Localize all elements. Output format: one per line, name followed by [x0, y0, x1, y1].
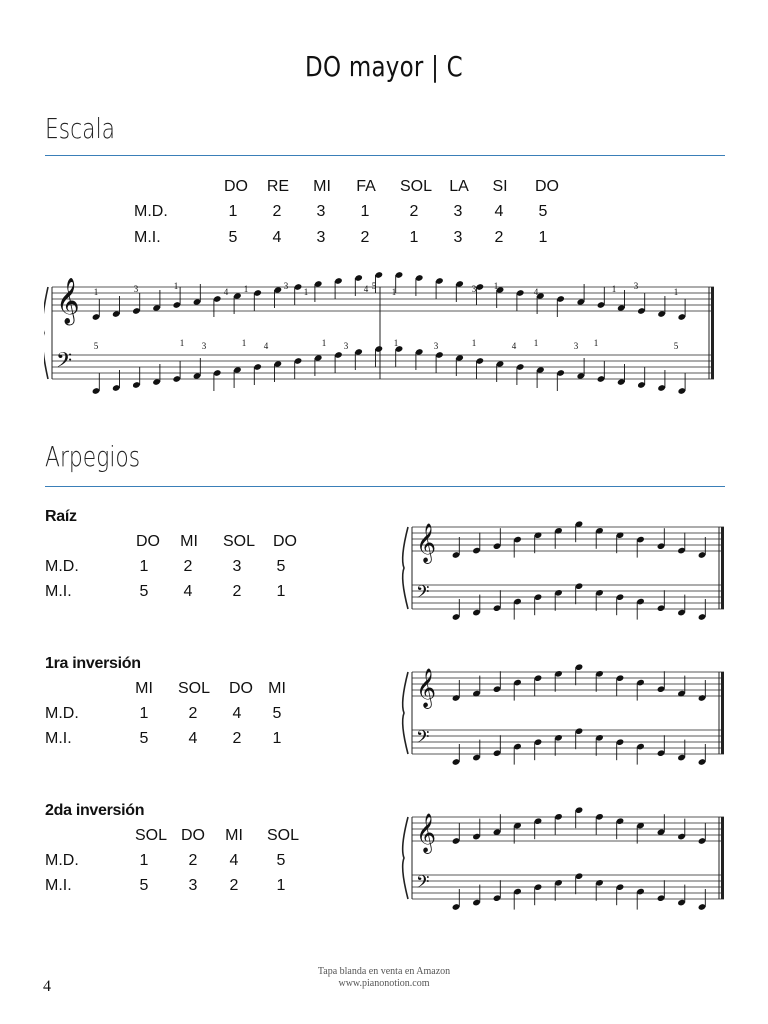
- treble-clef: 𝄞: [416, 523, 437, 563]
- row-label-md: M.D.: [45, 558, 79, 575]
- finger-value: 5: [139, 730, 149, 747]
- footer-line-amazon: Tapa blanda en venta en Amazon: [317, 966, 451, 977]
- fingering-number: 1: [93, 287, 99, 297]
- note-label: MI: [225, 827, 243, 844]
- fingering-number: 3: [471, 284, 477, 294]
- note-label: DO: [181, 827, 205, 844]
- fingering-number: 1: [593, 338, 599, 348]
- note-label: SOL: [177, 680, 210, 697]
- finger-value: 3: [188, 877, 198, 894]
- finger-value: 3: [232, 558, 242, 575]
- finger-value: 4: [494, 203, 504, 220]
- note-label: MI: [135, 680, 153, 697]
- footer-link-website[interactable]: www.pianonotion.com: [338, 978, 430, 989]
- section-divider: [45, 486, 725, 487]
- finger-value: 2: [272, 203, 282, 220]
- note-label: SOL: [134, 827, 167, 844]
- brace: [403, 527, 408, 609]
- finger-value: 3: [316, 203, 326, 220]
- note-label: SOL: [266, 827, 299, 844]
- finger-value: 2: [229, 877, 239, 894]
- finger-value: 1: [139, 705, 149, 722]
- finger-value: 1: [139, 852, 149, 869]
- fingering-number: 5: [93, 341, 99, 351]
- fingering-number: 1: [673, 287, 679, 297]
- fingering-number: 1: [243, 284, 249, 294]
- brace: [44, 287, 48, 379]
- finger-value: 1: [360, 203, 370, 220]
- finger-value: 2: [232, 583, 242, 600]
- finger-value: 4: [272, 229, 282, 246]
- note-label: SOL: [399, 178, 432, 195]
- note-label: MI: [268, 680, 286, 697]
- fingering-number: 4: [263, 341, 269, 351]
- finger-value: 5: [276, 558, 286, 575]
- row-label-mi: M.I.: [45, 583, 72, 600]
- fingering-number: 1: [533, 338, 539, 348]
- fingering-number: 1: [179, 338, 185, 348]
- finger-value: 5: [139, 877, 149, 894]
- treble-clef: 𝄞: [416, 668, 437, 708]
- brace: [403, 672, 408, 754]
- note-label: MI: [313, 178, 331, 195]
- finger-value: 3: [453, 229, 463, 246]
- fingering-number: 1: [241, 338, 247, 348]
- fingering-number: 1: [303, 287, 309, 297]
- treble-clef: 𝄞: [56, 278, 80, 324]
- finger-value: 5: [538, 203, 548, 220]
- fingering-number: 4: [533, 287, 539, 297]
- fingering-number: 1: [471, 338, 477, 348]
- arpeggio-title: 1ra inversión: [45, 655, 141, 672]
- scale-notes: [92, 271, 686, 395]
- arpeggio-title: Raíz: [45, 508, 77, 525]
- fingering-number: 5: [371, 281, 377, 291]
- scale-fingerings: [94, 281, 679, 351]
- note-label: SI: [492, 178, 508, 195]
- section-heading-escala: Escala: [45, 112, 116, 145]
- note-label: LA: [449, 178, 469, 195]
- section-heading-arpegios: Arpegios: [45, 440, 141, 473]
- note-label: DO: [224, 178, 248, 195]
- fingering-number: 3: [433, 341, 439, 351]
- note-label: FA: [356, 178, 376, 195]
- finger-value: 4: [188, 730, 198, 747]
- note-label: SOL: [222, 533, 255, 550]
- fingering-number: 3: [283, 281, 289, 291]
- section-divider: [45, 155, 725, 156]
- page-title: DO mayor | C: [305, 50, 463, 83]
- note-label: RE: [266, 178, 290, 195]
- finger-value: 1: [538, 229, 548, 246]
- arpeggio-title: 2da inversión: [45, 802, 145, 819]
- finger-value: 1: [139, 558, 149, 575]
- finger-value: 1: [228, 203, 238, 220]
- finger-value: 5: [228, 229, 238, 246]
- row-label-mi: M.I.: [134, 229, 161, 246]
- fingering-number: 1: [173, 281, 179, 291]
- finger-value: 2: [409, 203, 419, 220]
- finger-value: 1: [276, 877, 286, 894]
- fingering-number: 1: [611, 284, 617, 294]
- finger-value: 4: [229, 852, 239, 869]
- fingering-number: 1: [391, 287, 397, 297]
- fingering-number: 3: [133, 284, 139, 294]
- fingering-number: 1: [493, 281, 499, 291]
- fingering-number: 1: [321, 338, 327, 348]
- row-label-mi: M.I.: [45, 877, 72, 894]
- arpeggio-raiz-notation: [398, 505, 728, 640]
- row-label-md: M.D.: [45, 705, 79, 722]
- fingering-number: 3: [633, 281, 639, 291]
- finger-value: 5: [139, 583, 149, 600]
- note-label: DO: [136, 533, 160, 550]
- fingering-number: 5: [673, 341, 679, 351]
- brace: [403, 817, 408, 899]
- finger-value: 1: [272, 730, 282, 747]
- note-label: MI: [180, 533, 198, 550]
- finger-value: 4: [232, 705, 242, 722]
- footer: [0, 966, 768, 990]
- fingering-number: 4: [363, 284, 369, 294]
- fingering-number: 3: [573, 341, 579, 351]
- bass-clef: 𝄢: [416, 726, 430, 751]
- finger-value: 3: [316, 229, 326, 246]
- arpeggio-1ra-inversion-notation: [398, 650, 728, 780]
- row-label-md: M.D.: [134, 203, 168, 220]
- fingering-number: 4: [223, 287, 229, 297]
- note-label: DO: [273, 533, 297, 550]
- finger-value: 3: [453, 203, 463, 220]
- bass-clef: 𝄢: [416, 871, 430, 896]
- treble-clef: 𝄞: [416, 813, 437, 853]
- fingering-number: 1: [393, 338, 399, 348]
- note-label: DO: [229, 680, 253, 697]
- finger-value: 2: [188, 852, 198, 869]
- finger-value: 2: [232, 730, 242, 747]
- scale-music-notation: [44, 265, 716, 420]
- bass-clef: 𝄢: [416, 581, 430, 606]
- finger-value: 2: [183, 558, 193, 575]
- bass-clef: 𝄢: [56, 348, 72, 377]
- finger-value: 5: [272, 705, 282, 722]
- finger-value: 5: [276, 852, 286, 869]
- note-label: DO: [535, 178, 559, 195]
- row-label-md: M.D.: [45, 852, 79, 869]
- fingering-number: 4: [511, 341, 517, 351]
- page-number: 4: [43, 978, 51, 995]
- finger-value: 4: [183, 583, 193, 600]
- finger-value: 2: [360, 229, 370, 246]
- finger-value: 1: [409, 229, 419, 246]
- finger-value: 2: [188, 705, 198, 722]
- arpeggio-2da-inversion-notation: [398, 795, 728, 910]
- finger-value: 2: [494, 229, 504, 246]
- row-label-mi: M.I.: [45, 730, 72, 747]
- fingering-number: 3: [201, 341, 207, 351]
- fingering-number: 3: [343, 341, 349, 351]
- finger-value: 1: [276, 583, 286, 600]
